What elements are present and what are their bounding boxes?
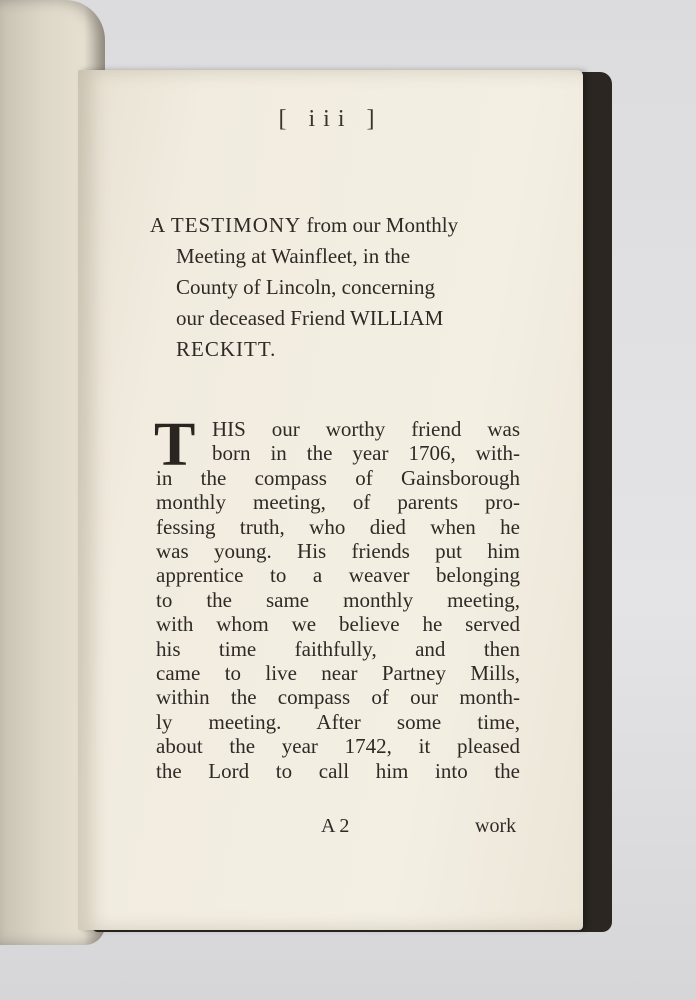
heading-line: RECKITT. (176, 337, 277, 361)
book-page (78, 70, 583, 930)
text-line: born in the year 1706, with- (212, 441, 520, 466)
signature-mark: A 2 (321, 815, 350, 837)
text-line: to the same monthly meeting, (156, 587, 520, 612)
body-paragraph (154, 411, 520, 783)
heading-line: County of Lincoln, concerning (176, 275, 435, 299)
heading-line: our deceased Friend WILLIAM (176, 306, 444, 330)
heading-lead: A TESTIMONY (150, 213, 302, 237)
text-line: in the compass of Gainsborough (156, 465, 520, 490)
text-line: ly meeting. After some time, (156, 709, 520, 734)
heading-line: Meeting at Wainfleet, in the (176, 244, 411, 268)
text-line: monthly meeting, of parents pro- (156, 490, 520, 515)
text-line: the Lord to call him into the (156, 758, 520, 783)
testimony-heading (150, 210, 520, 365)
text-line: his time faithfully, and then (156, 636, 520, 661)
text-line: fessing truth, who died when he (156, 514, 520, 539)
text-line: came to live near Partney Mills, (156, 661, 520, 686)
text-line: HIS our worthy friend was (212, 417, 520, 441)
text-line: was young. His friends put him (156, 539, 520, 564)
heading-line (150, 210, 520, 241)
text-line: apprentice to a weaver belonging (156, 563, 520, 588)
text-line: about the year 1742, it pleased (156, 734, 520, 759)
text-line: with whom we believe he served (156, 612, 520, 637)
catchword: work (475, 815, 517, 837)
text-line: within the compass of our month- (156, 685, 520, 710)
heading-line-text: from our Monthly (306, 213, 459, 237)
page-number: [ iii ] (278, 106, 383, 132)
drop-cap: T (154, 411, 196, 479)
